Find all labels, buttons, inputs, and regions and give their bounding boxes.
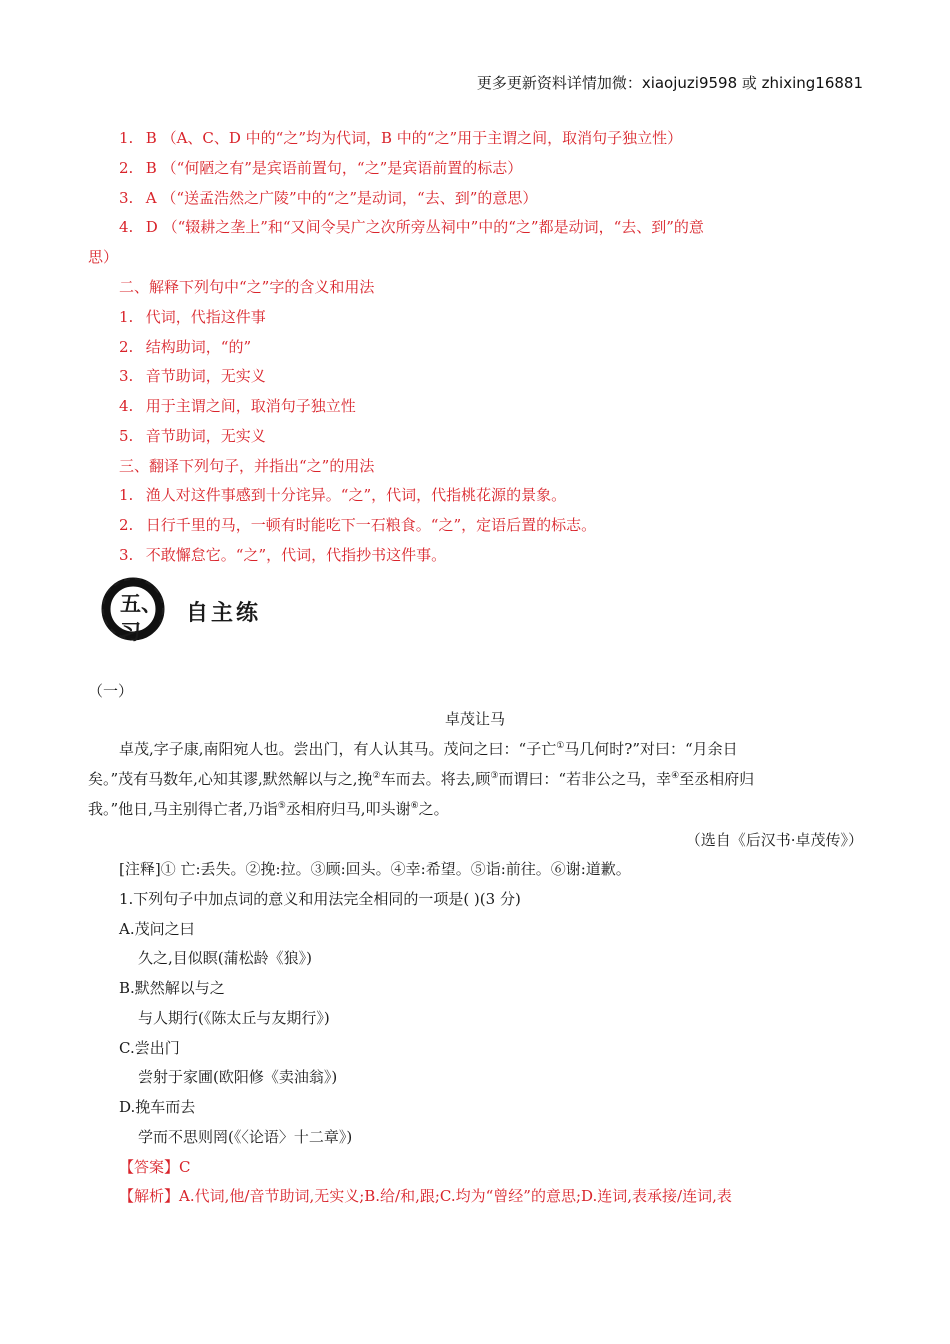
answer-line-4-continued: 思） [88, 248, 119, 266]
passage-text: 而谓曰：“若非公之马，幸 [498, 770, 672, 788]
answer-line-4 [119, 217, 704, 237]
answer-line-3 [119, 188, 537, 208]
passage-text: 卓茂,字子康,南阳宛人也。尝出门，有人认其马。茂问之曰：“子亡 [119, 740, 557, 758]
footnote-mark: ④ [671, 771, 680, 781]
option-a-example: 久之,目似瞑(蒲松龄《狼》) [138, 949, 312, 967]
passage-title: 卓茂让马 [444, 710, 505, 728]
item-number: 3. [119, 367, 134, 385]
option-b-label: B.默然解以与之 [119, 979, 225, 997]
answer-line-1 [119, 128, 682, 148]
item-text: 不敢懈怠它。“之”，代词，代指抄书这件事。 [145, 546, 447, 564]
answer-number: 4. [119, 218, 134, 236]
part2-item-2 [119, 337, 251, 357]
passage-text: 矣。”茂有马数年,心知其谬,默然解以与之,挽 [88, 770, 373, 788]
option-b-example: 与人期行(《陈太丘与友期行》) [138, 1009, 330, 1027]
answer-row [119, 1157, 191, 1177]
part2-item-1 [119, 307, 266, 327]
option-d-label: D.挽车而去 [119, 1098, 196, 1116]
passage-text: 马几何时?”对曰：“月余日 [564, 740, 738, 758]
question-stem: 1.下列句子中加点词的意义和用法完全相同的一项是( )(3 分) [119, 890, 521, 908]
answer-line-2 [119, 158, 522, 178]
passage-line-3 [88, 799, 449, 819]
part-label: （一） [88, 682, 134, 700]
part2-item-5 [119, 426, 266, 446]
footnote-mark: ② [372, 771, 381, 781]
passage-source: （选自《后汉书·卓茂传》） [685, 831, 863, 849]
item-text: 音节助词，无实义 [145, 367, 266, 385]
answer-value: C [179, 1158, 191, 1176]
answer-number: 1. [119, 129, 134, 147]
part3-heading: 三、翻译下列句子，并指出“之”的用法 [119, 457, 375, 475]
answer-text: A （“送孟浩然之广陵”中的“之”是动词，“去、到”的意思） [145, 189, 538, 207]
section-number: 五、 [120, 592, 162, 616]
passage-line-1 [119, 739, 738, 759]
part3-item-1 [119, 485, 566, 505]
passage-text: 车而去。将去,顾 [380, 770, 491, 788]
item-number: 2. [119, 516, 134, 534]
page-header-contact: 更多更新资料详情加微：xiaojuzi9598 或 zhixing16881 [476, 74, 863, 92]
answer-text: B （A、C、D 中的“之”均为代词，B 中的“之”用于主谓之间，取消句子独立性） [145, 129, 683, 147]
item-text: 音节助词，无实义 [145, 427, 266, 445]
passage-line-2 [88, 769, 754, 789]
passage-text: 至丞相府归 [679, 770, 755, 788]
answer-number: 3. [119, 189, 134, 207]
option-d-example: 学而不思则罔(《〈论语〉十二章》) [138, 1128, 353, 1146]
analysis-tag: 【解析】 [119, 1187, 180, 1205]
footnote-mark: ⑤ [277, 801, 286, 811]
option-c-example: 尝射于家圃(欧阳修《卖油翁》) [138, 1068, 338, 1086]
item-number: 1. [119, 486, 134, 504]
item-number: 5. [119, 427, 134, 445]
footnote-mark: ① [556, 741, 565, 751]
item-text: 用于主谓之间，取消句子独立性 [145, 397, 356, 415]
item-text: 代词，代指这件事 [145, 308, 266, 326]
answer-tag: 【答案】 [119, 1158, 180, 1176]
part2-item-3 [119, 366, 266, 386]
part3-item-2 [119, 515, 596, 535]
section-title: 自主练 [186, 601, 262, 626]
item-number: 2. [119, 338, 134, 356]
item-text: 渔人对这件事感到十分诧异。“之”，代词，代指桃花源的景象。 [145, 486, 567, 504]
passage-notes: [注释]① 亡:丢失。②挽:拉。③顾:回头。④幸:希望。⑤诣:前往。⑥谢:道歉。 [119, 860, 631, 878]
part2-item-4 [119, 396, 356, 416]
section-number-cont: 习 [120, 620, 141, 644]
analysis-row [119, 1186, 732, 1206]
part2-heading: 二、解释下列句中“之”字的含义和用法 [119, 278, 375, 296]
answer-text: D （“辍耕之垄上”和“又间令吴广之次所旁丛祠中”中的“之”都是动词，“去、到”的意 [145, 218, 704, 236]
item-number: 4. [119, 397, 134, 415]
passage-text: 我。”他日,马主别得亡者,乃诣 [88, 800, 278, 818]
footnote-mark: ⑥ [410, 801, 419, 811]
item-text: 结构助词，“的” [145, 338, 252, 356]
section-badge [100, 576, 166, 642]
item-number: 3. [119, 546, 134, 564]
part3-item-3 [119, 545, 446, 565]
option-c-label: C.尝出门 [119, 1039, 180, 1057]
item-number: 1. [119, 308, 134, 326]
passage-text: 丞相府归马,叩头谢 [285, 800, 411, 818]
item-text: 日行千里的马，一顿有时能吃下一石粮食。“之”，定语后置的标志。 [145, 516, 597, 534]
answer-text: B （“何陋之有”是宾语前置句，“之”是宾语前置的标志） [145, 159, 523, 177]
footnote-mark: ③ [490, 771, 499, 781]
analysis-text: A.代词,他/音节助词,无实义;B.给/和,跟;C.均为“曾经”的意思;D.连词,表承接/连词,表 [179, 1187, 732, 1205]
answer-number: 2. [119, 159, 134, 177]
option-a-label: A.茂问之曰 [119, 920, 195, 938]
passage-text: 之。 [418, 800, 449, 818]
